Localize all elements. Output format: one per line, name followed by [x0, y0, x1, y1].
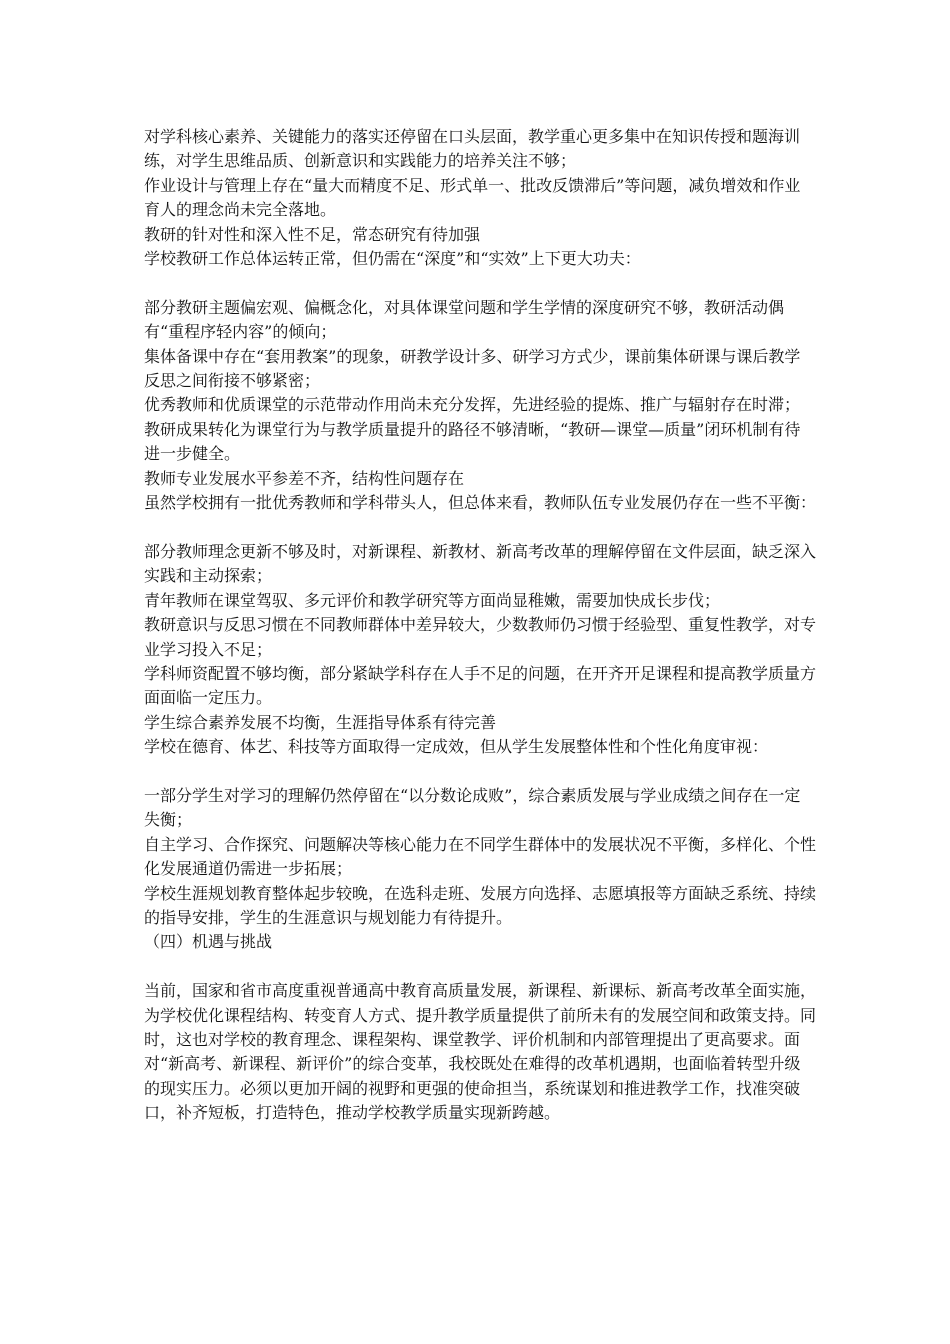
- section-heading: 教师专业发展水平参差不齐，结构性问题存在: [144, 468, 465, 488]
- section-heading: （四）机遇与挑战: [144, 932, 273, 952]
- paragraph: 学校在德育、体艺、科技等方面取得一定成效，但从学生发展整体性和个性化角度审视：: [144, 737, 769, 757]
- paragraph: 一部分学生对学习的理解仍然停留在“以分数论成败”，综合素质发展与学业成绩之间存在一定失衡；: [144, 785, 801, 830]
- blank-line: [144, 515, 816, 539]
- paragraph: 当前，国家和省市高度重视普通高中教育高质量发展，新课程、新课标、新高考改革全面实施，为学校优化课程结构、转变育人方式、提升教学质量提供了前所未有的发展空间和政策支持。同时，这也对学校的教育理念、课程架构、课堂教学、评价机制和内部管理提出了更高要求。面对“新高考、新课程、新评价”的综合变革，我校既处在难得的改革机遇期，也面临着转型升级的现实压力。必须以更加开阔的视野和更强的使命担当，系统谋划和推进教学工作，找准突破口，补齐短板，打造特色，推动学校教学质量实现新跨越。: [144, 981, 817, 1123]
- paragraph: 自主学习、合作探究、问题解决等核心能力在不同学生群体中的发展状况不平衡，多样化、个性化发展通道仍需进一步拓展；: [144, 834, 817, 879]
- paragraph: 学校教研工作总体运转正常，但仍需在“深度”和“实效”上下更大功夫：: [144, 249, 641, 269]
- paragraph: 部分教研主题偏宏观、偏概念化，对具体课堂问题和学生学情的深度研究不够，教研活动偶有“重程序轻内容”的倾向；: [144, 297, 785, 342]
- paragraph: 作业设计与管理上存在“量大而精度不足、形式单一、批改反馈滞后”等问题，减负增效和作业育人的理念尚未完全落地。: [144, 175, 801, 220]
- paragraph: 教研成果转化为课堂行为与教学质量提升的路径不够清晰，“教研—课堂—质量”闭环机制有待进一步健全。: [144, 419, 801, 464]
- paragraph: 优秀教师和优质课堂的示范带动作用尚未充分发挥，先进经验的提炼、推广与辐射存在时滞；: [144, 395, 801, 415]
- blank-line: [144, 955, 816, 979]
- section-heading: 教研的针对性和深入性不足，常态研究有待加强: [144, 224, 481, 244]
- section-heading: 学生综合素养发展不均衡，生涯指导体系有待完善: [144, 712, 497, 732]
- paragraph: 学校生涯规划教育整体起步较晚，在选科走班、发展方向选择、志愿填报等方面缺乏系统、持续的指导安排，学生的生涯意识与规划能力有待提升。: [144, 883, 817, 927]
- blank-line: [144, 271, 816, 295]
- paragraph: 教研意识与反思习惯在不同教师群体中差异较大，少数教师仍习惯于经验型、重复性教学，对专业学习投入不足；: [144, 615, 817, 659]
- document-page: [144, 125, 816, 1126]
- paragraph: 集体备课中存在“套用教案”的现象，研教学设计多、研学习方式少，课前集体研课与课后教学反思之间衔接不够紧密；: [144, 346, 801, 391]
- paragraph: 学科师资配置不够均衡，部分紧缺学科存在人手不足的问题，在开齐开足课程和提高教学质量方面面临一定压力。: [144, 663, 817, 708]
- paragraph: 青年教师在课堂驾驭、多元评价和教学研究等方面尚显稚嫩，需要加快成长步伐；: [144, 590, 721, 610]
- paragraph: 部分教师理念更新不够及时，对新课程、新教材、新高考改革的理解停留在文件层面，缺乏深入实践和主动探索；: [144, 541, 817, 586]
- paragraph: 对学科核心素养、关键能力的落实还停留在口头层面，教学重心更多集中在知识传授和题海训练，对学生思维品质、创新意识和实践能力的培养关注不够；: [144, 127, 801, 171]
- blank-line: [144, 760, 816, 784]
- paragraph: 虽然学校拥有一批优秀教师和学科带头人，但总体来看，教师队伍专业发展仍存在一些不平衡：: [144, 493, 817, 513]
